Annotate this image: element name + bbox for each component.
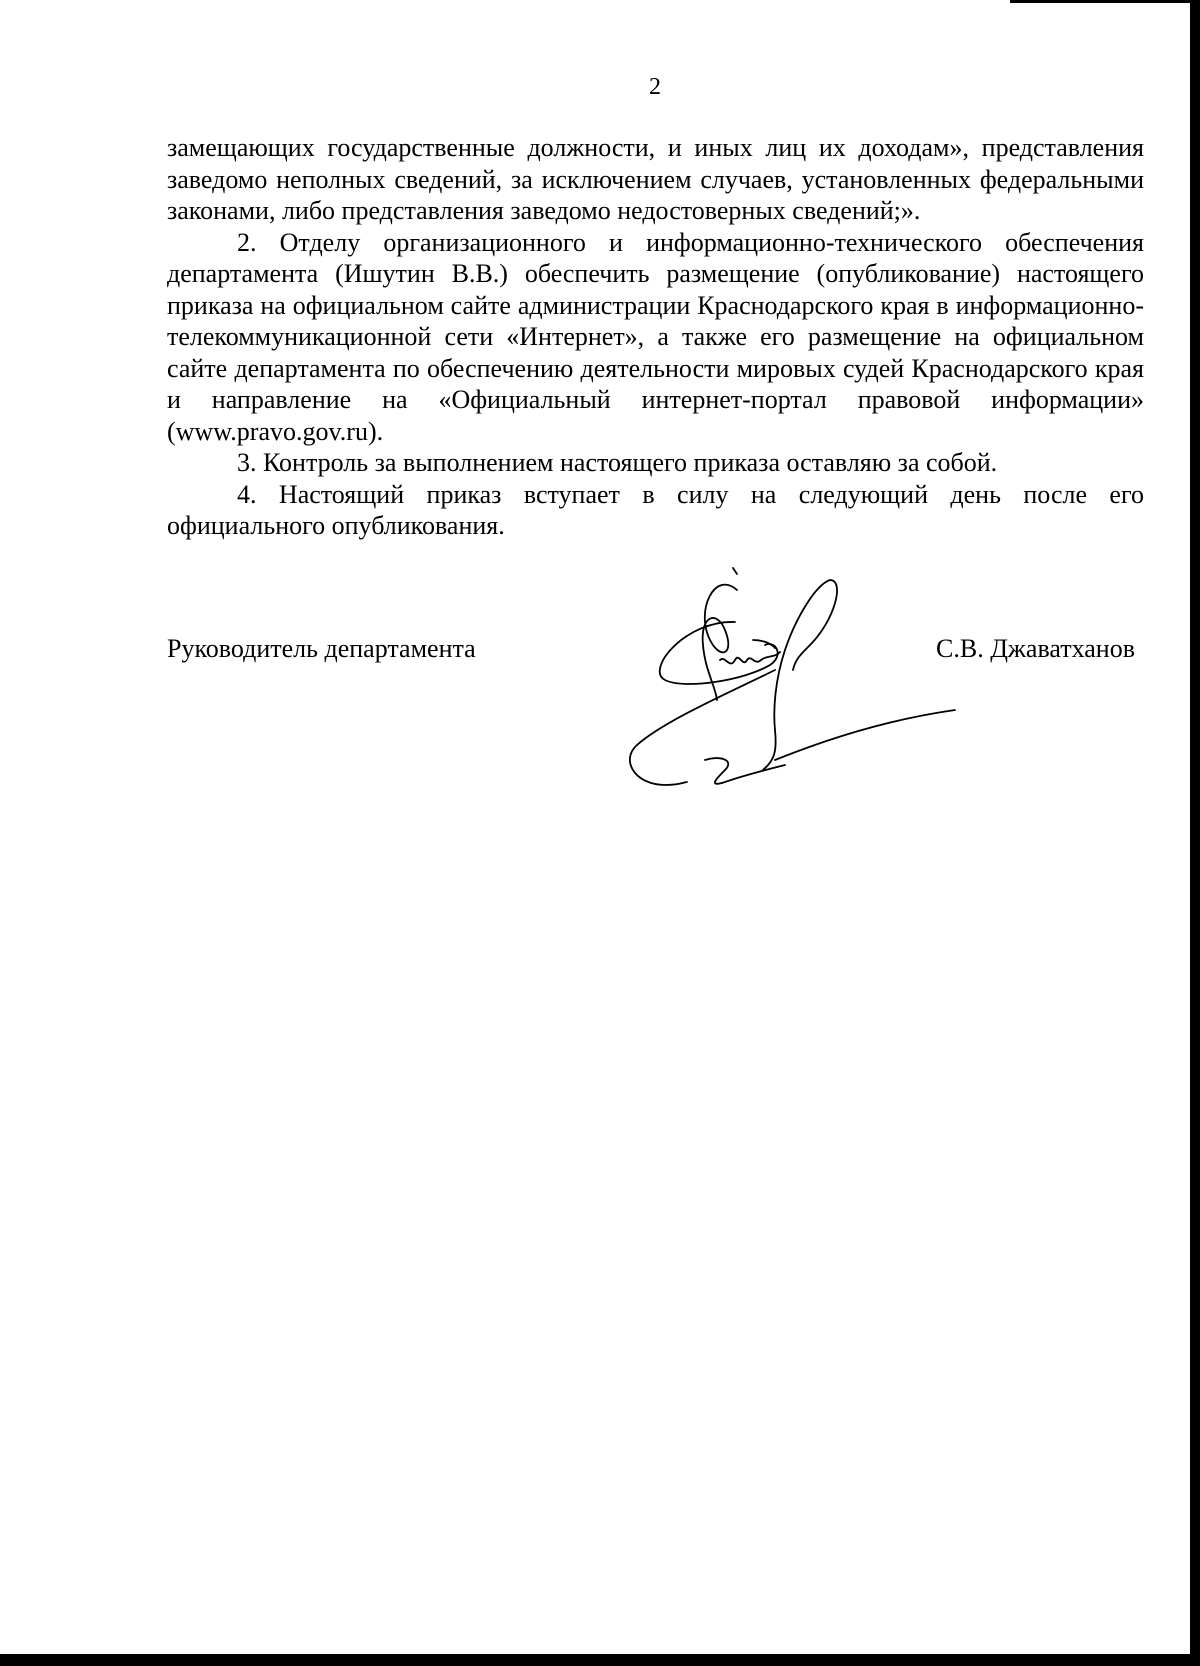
document-body bbox=[167, 132, 1144, 542]
scan-edge-right bbox=[1190, 0, 1200, 1666]
signatory-title: Руководитель департамента bbox=[167, 634, 476, 663]
paragraph-item-4: 4. Настоящий приказ вступает в силу на следующий день после его официального опубликования. bbox=[167, 479, 1144, 540]
paragraph-item-3: 3. Контроль за выполнением настоящего приказа оставляю за собой. bbox=[237, 448, 998, 477]
page-number: 2 bbox=[649, 74, 661, 100]
handwritten-signature-icon bbox=[625, 560, 965, 800]
signatory-name: С.В. Джаватханов bbox=[936, 634, 1135, 663]
paragraph-item-2: 2. Отделу организационного и информационно-технического обеспечения департамента (Ишутин В.В.) обеспечить размещение (опубликование) настоящего приказа на официальном сайте администрации Краснодарского края в информационно-телекоммуникационной сети «Интернет», а также его размещение на официальном сайте департамента по обеспечению деятельности мировых судей Краснодарского края и направление на «Официальный интернет-портал правовой информации» (www.pravo.gov.ru). bbox=[167, 227, 1144, 446]
paragraph-continuation: замещающих государственные должности, и иных лиц их доходам», представления заведомо неполных сведений, за исключением случаев, установленных федеральными законами, либо представления заведомо недостоверных сведений;». bbox=[167, 133, 1144, 225]
scan-edge-top bbox=[1010, 0, 1190, 3]
scan-edge-bottom bbox=[0, 1654, 1200, 1666]
